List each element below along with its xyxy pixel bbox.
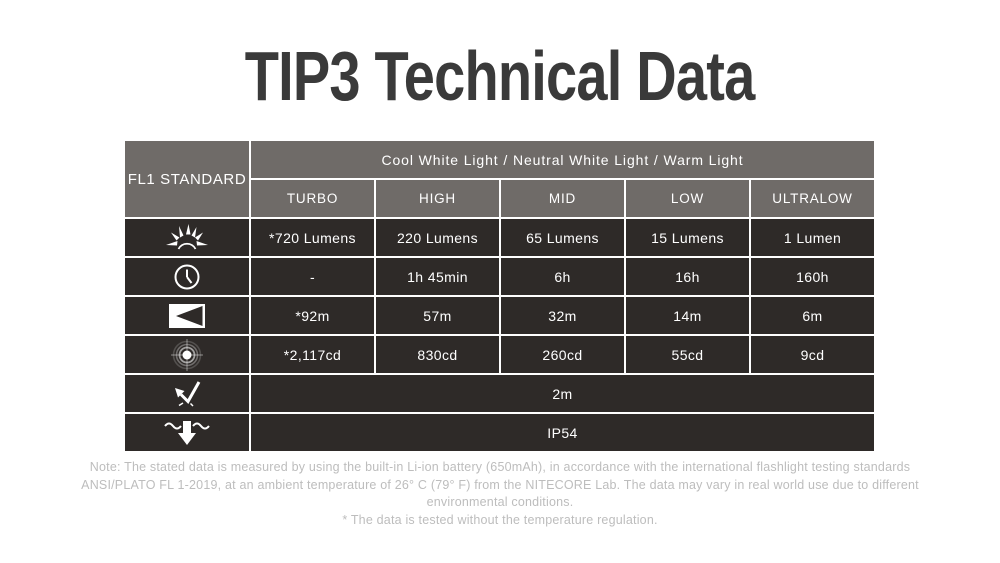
waterproof-row-icon-cell [125,414,249,451]
brightness-value-high: 220 Lumens [376,219,499,256]
footnote-line-2: ANSI/PLATO FL 1-2019, at an ambient temperature of 26° C (79° F) from the NITECORE Lab. The data may vary in real world use due to different [81,477,919,492]
beam-distance-value-ultralow: 6m [751,297,874,334]
runtime-value-ultralow: 160h [751,258,874,295]
beam-intensity-row-icon-cell [125,336,249,373]
beam-distance-icon [169,303,205,329]
brightness-value-mid: 65 Lumens [501,219,624,256]
runtime-value-mid: 6h [501,258,624,295]
beam-distance-row-icon-cell [125,297,249,334]
brightness-row-icon-cell [125,219,249,256]
footnote-line-1: Note: The stated data is measured by using the built-in Li-ion battery (650mAh), in accordance with the international flashlight testing standards [89,460,911,474]
runtime-icon [173,263,201,291]
beam-distance-value-mid: 32m [501,297,624,334]
beam-intensity-value-turbo: *2,117cd [251,336,374,373]
page-title [0,36,1000,116]
runtime-value-turbo: - [251,258,374,295]
beam-intensity-value-high: 830cd [376,336,499,373]
page-title-text: TIP3 Technical Data [245,37,755,115]
footnote [0,459,1000,529]
footnote-line-4: * The data is tested without the temperature regulation. [342,512,658,527]
brightness-value-turbo: *720 Lumens [251,219,374,256]
light-type-group-header: Cool White Light / Neutral White Light / Warm Light [251,141,874,178]
beam-distance-value-turbo: *92m [251,297,374,334]
impact-resistance-icon [171,380,203,408]
brightness-value-ultralow: 1 Lumen [751,219,874,256]
waterproof-value: IP54 [251,414,874,451]
footnote-line-3: environmental conditions. [426,495,574,509]
brightness-value-low: 15 Lumens [626,219,749,256]
beam-intensity-icon [171,339,203,371]
runtime-value-low: 16h [626,258,749,295]
brightness-icon [165,224,209,251]
runtime-row-icon-cell [125,258,249,295]
impact-resistance-value: 2m [251,375,874,412]
spec-table [125,141,874,451]
beam-distance-value-high: 57m [376,297,499,334]
waterproof-icon [163,418,211,448]
fl1-standard-header: FL1 STANDARD [125,141,249,217]
col-header-ultralow: ULTRALOW [751,180,874,217]
runtime-value-high: 1h 45min [376,258,499,295]
beam-intensity-value-ultralow: 9cd [751,336,874,373]
beam-intensity-value-low: 55cd [626,336,749,373]
impact-resistance-row-icon-cell [125,375,249,412]
beam-distance-value-low: 14m [626,297,749,334]
beam-intensity-value-mid: 260cd [501,336,624,373]
col-header-turbo: TURBO [251,180,374,217]
col-header-low: LOW [626,180,749,217]
col-header-mid: MID [501,180,624,217]
col-header-high: HIGH [376,180,499,217]
